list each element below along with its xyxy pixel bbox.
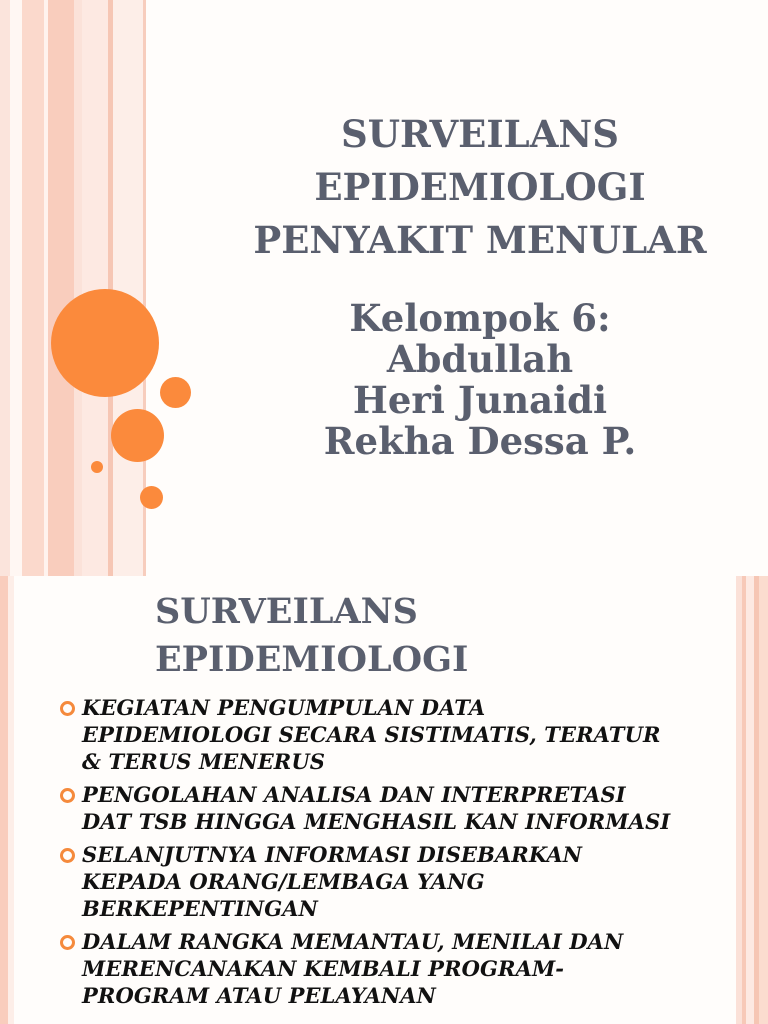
title-line: EPIDEMIOLOGI	[155, 639, 469, 680]
slide-title	[155, 588, 468, 684]
bullet-item	[58, 928, 758, 1009]
decor-stripe	[74, 0, 82, 576]
bullet-line: DAT TSB HINGGA MENGHASIL KAN INFORMASI	[82, 809, 671, 834]
decor-stripe	[10, 0, 22, 576]
ring-bullet-icon	[60, 701, 75, 716]
bullet-line: MERENCANAKAN KEMBALI PROGRAM-	[82, 956, 565, 981]
bullet-line: KEGIATAN PENGUMPULAN DATA	[82, 695, 486, 720]
bullet-item	[58, 781, 758, 835]
bullet-item	[58, 841, 758, 922]
decor-circle	[140, 486, 163, 509]
decor-circle	[111, 409, 164, 462]
decor-stripe	[113, 0, 143, 576]
title-line: SURVEILANS	[155, 591, 418, 632]
slide-title	[190, 108, 768, 267]
decor-stripe	[759, 576, 768, 1024]
bullet-item	[58, 694, 758, 775]
member-name: Heri Junaidi	[352, 378, 608, 422]
decor-circle	[160, 377, 191, 408]
bullet-line: BERKEPENTINGAN	[82, 896, 318, 921]
bullet-line: PENGOLAHAN ANALISA DAN INTERPRETASI	[82, 782, 626, 807]
ring-bullet-icon	[60, 935, 75, 950]
bullet-line: DALAM RANGKA MEMANTAU, MENILAI DAN	[82, 929, 624, 954]
title-line: PENYAKIT MENULAR	[253, 218, 707, 262]
decor-circle-large	[51, 289, 159, 397]
decor-stripe	[0, 0, 10, 576]
member-name: Rekha Dessa P.	[323, 419, 637, 463]
bullet-line: PROGRAM ATAU PELAYANAN	[82, 983, 436, 1008]
group-label: Kelompok 6:	[349, 296, 611, 340]
decor-stripe	[82, 0, 108, 576]
decor-stripe	[48, 0, 74, 576]
member-name: Abdullah	[386, 337, 574, 381]
decor-stripe	[22, 0, 44, 576]
bullet-line: & TERUS MENERUS	[82, 749, 326, 774]
decor-stripe	[0, 576, 8, 1024]
ring-bullet-icon	[60, 788, 75, 803]
decor-stripe	[8, 576, 14, 1024]
ring-bullet-icon	[60, 848, 75, 863]
bullet-line: KEPADA ORANG/LEMBAGA YANG	[82, 869, 485, 894]
bullet-line: SELANJUTNYA INFORMASI DISEBARKAN	[82, 842, 583, 867]
group-members	[190, 298, 768, 462]
bullet-list	[58, 694, 758, 1015]
title-line: SURVEILANS	[341, 112, 619, 156]
bullet-line: EPIDEMIOLOGI SECARA SISTIMATIS, TERATUR	[82, 722, 661, 747]
content-slide	[0, 576, 768, 1024]
decor-circle-small	[91, 461, 103, 473]
title-line: EPIDEMIOLOGI	[314, 165, 646, 209]
